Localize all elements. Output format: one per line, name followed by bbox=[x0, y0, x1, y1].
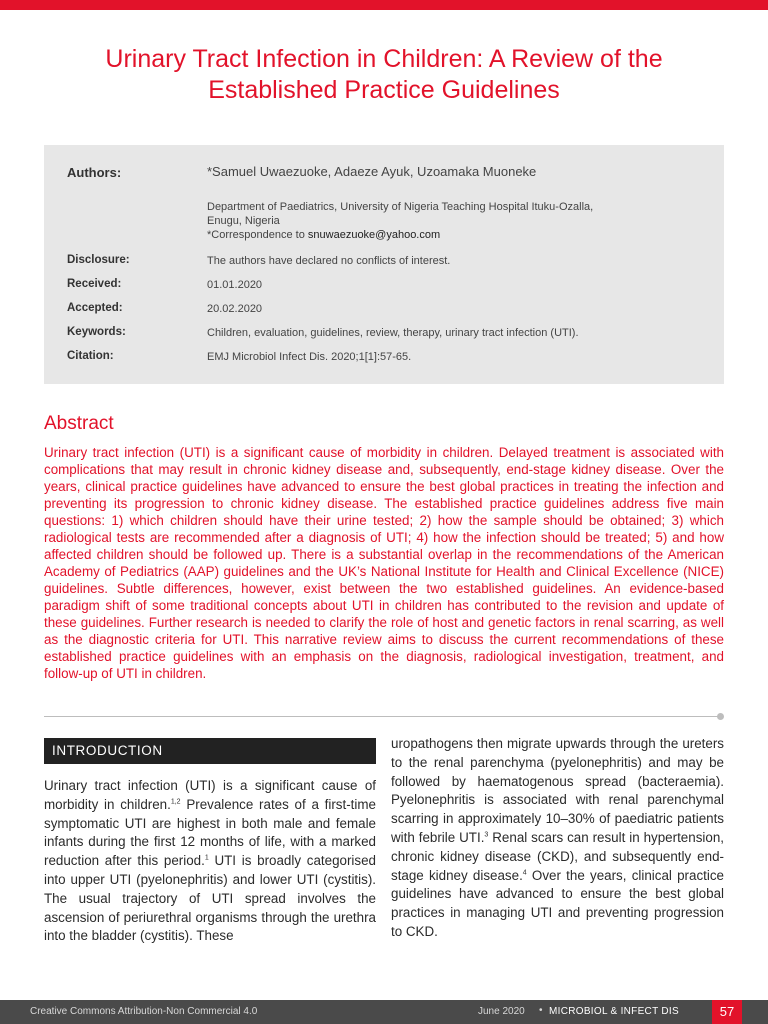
authors-value: *Samuel Uwaezuoke, Adaeze Ayuk, Uzoamaka Muoneke bbox=[207, 164, 537, 179]
accepted-value: 20.02.2020 bbox=[207, 303, 263, 315]
section-divider bbox=[44, 716, 718, 717]
reference-superscript: 1 bbox=[204, 854, 209, 862]
journal-name: MICROBIOL & INFECT DIS bbox=[549, 1006, 679, 1017]
abstract-text: Urinary tract infection (UTI) is a significant cause of morbidity in children. Delayed treatment is associated with complications that may result in chronic kidney disease and, subsequently, end-stage kidney disease. Over the years, clinical practice guidelines have advanced to ensure the best global practices in treating the infection and preventing its progression to chronic kidney disease. The established practice guidelines address five main questions: 1) which children should have their urine tested; 2) how the sample should be obtained; 3) which radiological tests are recommended after a diagnosis of UTI; 4) how the infection should be treated; 5) and how affected children should be followed up. There is a substantial overlap in the recommendations of the American Academy of Pediatrics (AAP) guidelines and the UK’s National Institute for Health and Clinical Excellence (NICE) guidelines. Subtle differences, however, exist between the two established guidelines. An evidence-based paradigm shift of some traditional concepts about UTI in children has contributed to the revision and update of these guidelines. Further research is needed to clarify the role of host and genetic factors in renal scarring, as well as the diagnostic criteria for UTI. This narrative review aims to discuss the current recommendations of these established practice guidelines with an emphasis on the diagnosis, radiological investigation, treatment, and follow-up of UTI in children. bbox=[44, 445, 724, 681]
correspondence bbox=[207, 228, 707, 242]
page-footer bbox=[0, 1000, 768, 1024]
affiliation bbox=[207, 200, 707, 242]
bullet-separator: • bbox=[539, 1005, 543, 1016]
authors-label: Authors: bbox=[67, 165, 122, 180]
reference-superscript: 3 bbox=[484, 831, 489, 839]
reference-superscript: 1,2 bbox=[170, 798, 181, 806]
license-text: Creative Commons Attribution-Non Commercial 4.0 bbox=[30, 1006, 258, 1017]
affiliation-line-2: Enugu, Nigeria bbox=[207, 215, 280, 227]
affiliation-line-1: Department of Paediatrics, University of Nigeria Teaching Hospital Ituku-Ozalla, bbox=[207, 201, 594, 213]
keywords-label: Keywords: bbox=[67, 326, 126, 338]
correspondence-prefix: *Correspondence to bbox=[207, 229, 308, 241]
page-number: 57 bbox=[712, 1000, 742, 1024]
correspondence-email-link[interactable]: snuwaezuoke@yahoo.com bbox=[307, 229, 441, 241]
disclosure-label: Disclosure: bbox=[67, 254, 130, 266]
issue-date: June 2020 bbox=[478, 1006, 525, 1017]
citation-label: Citation: bbox=[67, 350, 114, 362]
intro-text: Urinary tract infection (UTI) is a significant cause of morbidity in children. bbox=[44, 778, 376, 812]
disclosure-value: The authors have declared no conflicts of interest. bbox=[207, 255, 451, 267]
article-title-line-1: Urinary Tract Infection in Children: A Review of the bbox=[105, 45, 663, 73]
top-accent-bar bbox=[0, 0, 768, 10]
intro-text: UTI is broadly categorised into upper UTI (pyelonephritis) and lower UTI (cystitis). The usual trajectory of UTI spread involves the ascension of periurethral organisms through the urethra into the bladder (cystitis). These bbox=[44, 853, 376, 944]
introduction-column-left bbox=[44, 777, 376, 946]
received-label: Received: bbox=[67, 278, 122, 290]
article-title-line-2: Established Practice Guidelines bbox=[208, 76, 560, 104]
reference-superscript: 4 bbox=[522, 869, 527, 877]
intro-text: uropathogens then migrate upwards through the ureters to the renal parenchyma (pyelonephritis) and may be followed by haematogenous spread (bacteraemia). Pyelonephritis is associated with renal parenchymal scarring in approximately 10–30% of paediatric patients with febrile UTI. bbox=[391, 736, 724, 845]
intro-text: Prevalence rates of a first-time symptomatic UTI are highest in both male and female infants during the first 12 months of life, with a marked reduction after this period. bbox=[44, 796, 376, 869]
article-title bbox=[40, 44, 728, 106]
intro-text: Over the years, clinical practice guidelines have advanced to ensure the best global practices in managing UTI and preventing progression to CKD. bbox=[391, 867, 724, 939]
introduction-column-right bbox=[391, 735, 724, 942]
citation-value: EMJ Microbiol Infect Dis. 2020;1[1]:57-65. bbox=[207, 351, 412, 363]
intro-text: Renal scars can result in hypertension, chronic kidney disease (CKD), and subsequently end-stage kidney disease. bbox=[391, 829, 724, 883]
accepted-label: Accepted: bbox=[67, 302, 123, 314]
article-info-box bbox=[44, 145, 724, 384]
introduction-heading: INTRODUCTION bbox=[44, 738, 376, 764]
keywords-value: Children, evaluation, guidelines, review, therapy, urinary tract infection (UTI). bbox=[207, 327, 579, 339]
divider-dot bbox=[717, 713, 724, 720]
abstract-heading: Abstract bbox=[44, 413, 114, 434]
received-value: 01.01.2020 bbox=[207, 279, 263, 291]
